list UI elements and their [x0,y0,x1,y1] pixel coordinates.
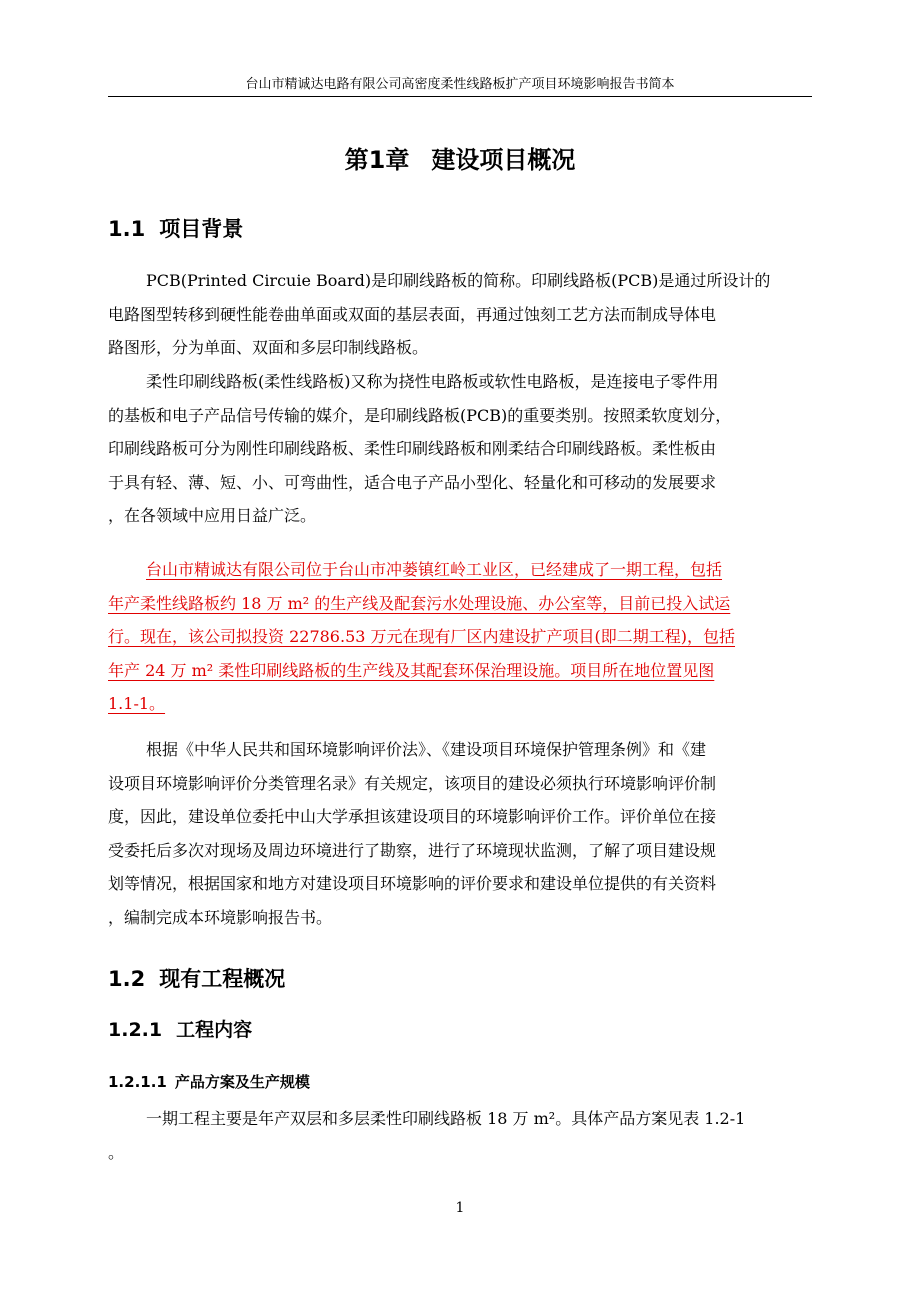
text-line: PCB(Printed Circuie Board)是印刷线路板的简称。印刷线路板(PCB)是通过所设计的 [146,271,771,290]
section-title: 项目背景 [159,217,244,241]
section-number: 1.2.1.1 [108,1073,167,1091]
section-title: 工程内容 [176,1019,253,1041]
text-line: ，编制完成本环境影响报告书。 [108,907,333,927]
text-line: 一期工程主要是年产双层和多层柔性印刷线路板 18 万 m²。具体产品方案见表 1.2-1 [146,1109,746,1128]
text-line: 度，因此，建设单位委托中山大学承担该建设项目的环境影响评价工作。评价单位在接 [108,807,717,826]
text-line: 设项目环境影响评价分类管理名录》有关规定，该项目的建设必须执行环境影响评价制 [108,773,717,793]
text-line: 柔性印刷线路板(柔性线路板)又称为挠性电路板或软性电路板，是连接电子零件用 [146,372,719,391]
section-heading-1-2-1-1 [108,1070,310,1094]
paragraph-flexible-pcb [108,365,812,533]
text-line: 受委托后多次对现场及周边环境进行了勘察，进行了环境现状监测，了解了项目建设规 [108,840,717,860]
text-line: 路图形，分为单面、双面和多层印制线路板。 [108,338,429,357]
text-line: 划等情况，根据国家和地方对建设项目环境影响的评价要求和建设单位提供的有关资料 [108,874,717,893]
section-number: 1.2 [108,967,146,991]
chapter-title: 建设项目概况 [431,146,576,174]
section-number: 1.2.1 [108,1019,163,1041]
text-line: ，在各领域中应用日益广泛。 [108,506,317,525]
text-line: 行。现在，该公司拟投资 22786.53 万元在现有厂区内建设扩产项目(即二期工程)，包括 [108,627,736,646]
text-line: 。 [108,1142,125,1162]
section-heading-1-2 [108,964,285,994]
section-heading-1-2-1 [108,1016,252,1044]
paragraph-company-project-highlighted [108,553,812,721]
text-line: 年产柔性线路板约 18 万 m² 的生产线及配套污水处理设施、办公室等，目前已投入试运 [108,593,731,613]
page-number: 1 [455,1200,465,1216]
text-line: 1.1-1。 [108,694,166,713]
text-line: 于具有轻、薄、短、小、可弯曲性，适合电子产品小型化、轻量化和可移动的发展要求 [108,472,717,492]
section-heading-1-1 [108,214,243,244]
running-header: 台山市精诚达电路有限公司高密度柔性线路板扩产项目环境影响报告书简本 [245,77,675,92]
text-line: 年产 24 万 m² 柔性印刷线路板的生产线及其配套环保治理设施。项目所在地位置见图 [108,660,715,680]
chapter-number: 第1章 [344,146,410,174]
text-line: 根据《中华人民共和国环境影响评价法》、《建设项目环境保护管理条例》和《建 [146,740,707,759]
paragraph-phase-one-products [108,1102,812,1169]
section-title: 现有工程概况 [159,967,286,991]
paragraph-pcb-definition [108,264,812,365]
text-line: 印刷线路板可分为刚性印刷线路板、柔性印刷线路板和刚柔结合印刷线路板。柔性板由 [108,439,717,458]
chapter-heading [0,140,920,180]
section-number: 1.1 [108,217,146,241]
header-rule [108,96,812,97]
text-line: 电路图型转移到硬性能卷曲单面或双面的基层表面，再通过蚀刻工艺方法而制成导体电 [108,304,717,324]
text-line: 台山市精诚达有限公司位于台山市冲蒌镇红岭工业区，已经建成了一期工程，包括 [146,560,723,579]
section-title: 产品方案及生产规模 [174,1073,310,1091]
text-line: 的基板和电子产品信号传输的媒介，是印刷线路板(PCB)的重要类别。按照柔软度划分， [108,405,732,425]
paragraph-eia-basis [108,733,812,934]
